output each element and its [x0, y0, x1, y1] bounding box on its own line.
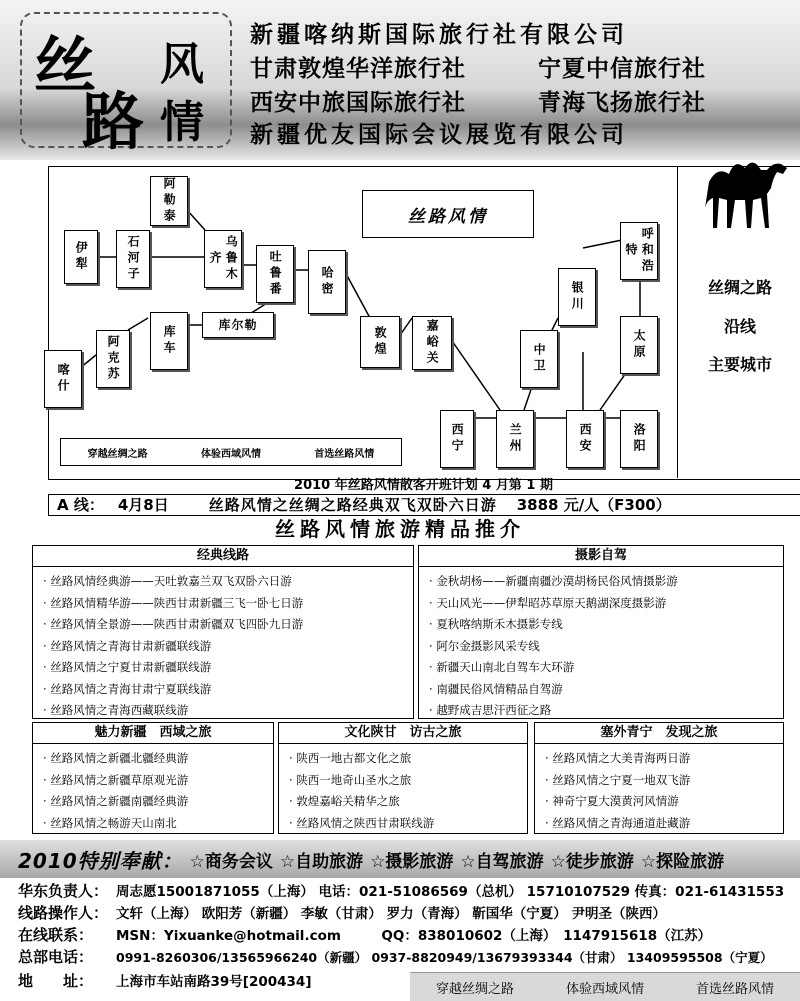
panel-title: 魅力新疆 西域之旅 — [33, 723, 273, 744]
contact-value: 文轩（上海） 欧阳芳（新疆） 李敏（甘肃） 罗力（青海） 靳国华（宁夏） 尹明圣（陕西） — [116, 906, 666, 922]
route-item[interactable]: · 丝路风情之畅游天山南北 — [43, 813, 273, 835]
route-item[interactable]: · 神奇宁夏大漠黄河风情游 — [545, 791, 783, 813]
city-alatai: 阿勒泰 — [150, 176, 188, 226]
route-item[interactable]: · 丝路风情之新疆南疆经典游 — [43, 791, 273, 813]
panel-title: 经典线路 — [33, 546, 413, 567]
route-item[interactable]: · 敦煌嘉峪关精华之旅 — [289, 791, 527, 813]
contact-value: 周志愿15001871055（上海） 电话：021-51086569（总机） 15710107529 传真：021-61431553 — [116, 884, 785, 900]
route-item[interactable]: · 丝路风情之宁夏甘肃新疆联线游 — [43, 657, 413, 679]
route-item[interactable]: · 阿尔金摄影风采专线 — [429, 636, 783, 658]
city-yili: 伊犁 — [64, 230, 98, 284]
route-item[interactable]: · 越野成吉思汗西征之路 — [429, 700, 783, 722]
city-kashi: 喀什 — [44, 350, 82, 408]
panel-title: 摄影自驾 — [419, 546, 783, 567]
logo-char-qing: 情 — [160, 97, 204, 148]
contact-operators — [18, 902, 798, 924]
camel-icon — [695, 148, 795, 232]
contact-value: 上海市车站南路39号[200434] — [116, 974, 312, 990]
route-item[interactable]: · 丝路风情之青海甘肃宁夏联线游 — [43, 679, 413, 701]
special-offer-item: ☆探险旅游 — [640, 851, 725, 872]
city-hami: 哈密 — [308, 250, 346, 314]
company-name: 青海飞扬旅行社 — [538, 90, 706, 116]
contact-value: 0991-8260306/13565966240（新疆） 0937-8820949/13679393344（甘肃） 13409595508（宁夏） — [116, 950, 773, 965]
special-offer-item: ☆徒步旅游 — [550, 851, 634, 872]
route-item[interactable]: · 丝路风情之青海甘肃新疆联线游 — [43, 636, 413, 658]
logo-char-feng: 风 — [160, 39, 204, 90]
city-lanzhou: 兰州 — [496, 410, 534, 468]
schedule-title: 2010 年丝路风情散客开班计划 4 月第 1 期 — [294, 478, 553, 493]
city-kuche: 库车 — [150, 312, 188, 370]
company-name: 西安中旅国际旅行社 — [250, 90, 466, 116]
route-item[interactable]: · 天山风光——伊犁昭苏草原天鹅湖深度摄影游 — [429, 593, 783, 615]
city-akesu: 阿克苏 — [96, 330, 130, 388]
special-offer-item: ☆商务会议 — [189, 851, 273, 872]
route-item[interactable]: · 丝路风情之陕西甘肃联线游 — [289, 813, 527, 835]
slogan-text: 体验西域风情 — [200, 448, 261, 460]
route-item[interactable]: · 丝路风情全景游——陕西甘肃新疆双飞四卧九日游 — [43, 614, 413, 636]
schedule-route: 丝路风情之丝绸之路经典双飞双卧六日游 — [208, 496, 497, 514]
side-text: 丝绸之路 — [707, 278, 772, 297]
route-item[interactable]: · 丝路风情之新疆北疆经典游 — [43, 748, 273, 770]
route-item[interactable]: · 丝路风情之青海西藏联线游 — [43, 700, 413, 722]
route-item[interactable]: · 丝路风情之新疆草原观光游 — [43, 770, 273, 792]
route-item[interactable]: · 金秋胡杨——新疆南疆沙漠胡杨民俗风情摄影游 — [429, 571, 783, 593]
route-item[interactable]: · 丝路风情经典游——天吐敦嘉兰双飞双卧六日游 — [43, 571, 413, 593]
panel-shaanxi — [278, 722, 528, 834]
city-dunhuang: 敦煌 — [360, 316, 400, 368]
city-shihezi: 石河子 — [116, 230, 150, 288]
schedule-line — [48, 494, 800, 516]
contact-label: 线路操作人： — [18, 904, 109, 922]
city-xining: 西宁 — [440, 410, 474, 468]
schedule-line-label: A 线： — [57, 496, 104, 514]
city-tulufan: 吐鲁番 — [256, 245, 294, 303]
contact-label: 地 址： — [18, 972, 94, 990]
schedule-date: 4月8日 — [117, 496, 169, 514]
city-zhongwei: 中卫 — [520, 330, 558, 388]
side-text: 沿线 — [723, 317, 756, 336]
footer-text: 穿越丝绸之路 — [435, 981, 514, 997]
company-name: 新疆优友国际会议展览有限公司 — [250, 122, 628, 148]
city-yinchuan: 银川 — [558, 268, 596, 326]
panel-title: 文化陕甘 访古之旅 — [279, 723, 527, 744]
city-taiyuan: 太原 — [620, 316, 658, 374]
special-offer-item: ☆摄影旅游 — [370, 851, 454, 872]
route-item[interactable]: · 丝路风情精华游——陕西甘肃新疆三飞一卧七日游 — [43, 593, 413, 615]
footer-text: 体验西域风情 — [565, 981, 644, 997]
special-offer-bar — [0, 840, 800, 878]
schedule-price: 3888 元/人（F300） — [516, 496, 671, 514]
logo-char-si: 丝 — [34, 29, 97, 102]
route-item[interactable]: · 丝路风情之青海通道赴藏游 — [545, 813, 783, 835]
route-item[interactable]: · 南疆民俗风情精品自驾游 — [429, 679, 783, 701]
route-item[interactable]: · 陕西一地古都文化之旅 — [289, 748, 527, 770]
route-item[interactable]: · 丝路风情之大美青海两日游 — [545, 748, 783, 770]
contact-label: 华东负责人： — [18, 882, 109, 900]
logo-char-lu: 路 — [82, 85, 145, 158]
contact-label: 总部电话： — [18, 948, 94, 966]
route-item[interactable]: · 新疆天山南北自驾车大环游 — [429, 657, 783, 679]
panel-classic — [32, 545, 414, 719]
contact-east — [18, 880, 798, 902]
footer-text: 首选丝路风情 — [695, 981, 774, 997]
contact-online — [18, 924, 798, 946]
city-luoyang: 洛阳 — [620, 410, 658, 468]
company-name: 宁夏中信旅行社 — [538, 56, 706, 82]
slogan-text: 穿越丝绸之路 — [87, 448, 148, 460]
map-divider — [677, 166, 678, 478]
company-name: 新疆喀纳斯国际旅行社有限公司 — [250, 22, 628, 48]
panel-title: 塞外青宁 发现之旅 — [535, 723, 783, 744]
special-offer-item: ☆自助旅游 — [279, 851, 364, 872]
city-jiayuguan: 嘉峪关 — [412, 316, 452, 370]
city-xian: 西安 — [566, 410, 604, 468]
special-offer-item: ☆自驾旅游 — [460, 851, 544, 872]
footer-slogan — [410, 972, 800, 1001]
panel-xinjiang — [32, 722, 274, 834]
contact-hq — [18, 946, 798, 968]
route-item[interactable]: · 陕西一地奇山圣水之旅 — [289, 770, 527, 792]
special-offer-title: 2010特别奉献： — [18, 848, 183, 873]
recommend-title: 丝路风情旅游精品推介 — [275, 517, 525, 541]
city-huhehaote: 呼和浩特 — [620, 222, 658, 280]
contact-value[interactable]: MSN：Yixuanke@hotmail.com QQ：838010602（上海） 1147915618（江苏） — [116, 928, 712, 944]
slogan-text: 首选丝路风情 — [314, 448, 375, 460]
panel-photo — [418, 545, 784, 719]
panel-qinghai — [534, 722, 784, 834]
route-item[interactable]: · 丝路风情之宁夏一地双飞游 — [545, 770, 783, 792]
city-wulumuqi: 乌鲁木齐 — [204, 230, 242, 288]
contact-label: 在线联系： — [18, 926, 94, 944]
side-text: 主要城市 — [707, 355, 772, 374]
map-title: 丝路风情 — [362, 190, 534, 238]
city-kuerle: 库尔勒 — [202, 312, 274, 338]
company-name: 甘肃敦煌华洋旅行社 — [250, 56, 466, 82]
route-item[interactable]: · 夏秋喀纳斯禾木摄影专线 — [429, 614, 783, 636]
contact-address — [18, 970, 408, 992]
map-slogan — [60, 438, 402, 466]
